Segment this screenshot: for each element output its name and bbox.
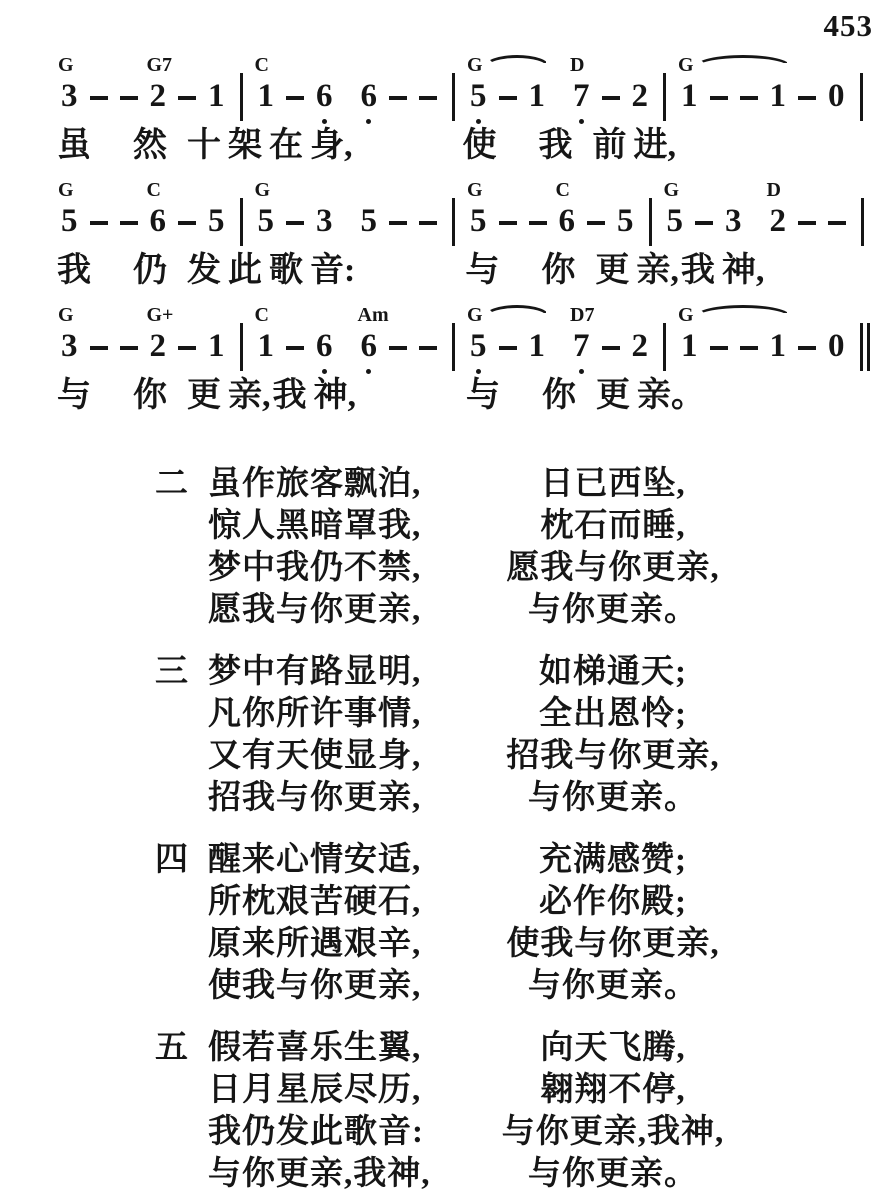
- barline: [663, 73, 666, 121]
- verse-line: [155, 959, 885, 1004]
- lyric-syllable: 我: [538, 127, 573, 164]
- score-line: [55, 50, 885, 167]
- duration-dash: [798, 221, 816, 225]
- note-digit: 1: [528, 328, 545, 364]
- note: [663, 179, 684, 239]
- note: [529, 330, 546, 363]
- chord-label: G: [663, 179, 680, 201]
- note: [766, 179, 787, 239]
- note-digit: 7: [573, 78, 590, 114]
- verse-line-left: 梦中有路显明,: [208, 654, 422, 690]
- duration-dash: [90, 346, 108, 350]
- music-score: [0, 0, 885, 417]
- duration-dash: [90, 221, 108, 225]
- note: [316, 205, 333, 238]
- verse-line-left: 愿我与你更亲,: [208, 592, 422, 628]
- duration-dash: [178, 96, 196, 100]
- note: [361, 205, 378, 238]
- duration-dash: [710, 346, 728, 350]
- lyric-syllable: 身,: [310, 127, 353, 164]
- verse-line-left: 虽作旅客飘泊,: [208, 466, 422, 502]
- octave-dot: [366, 369, 371, 374]
- verse-line-right: 枕石而睡,: [540, 508, 686, 544]
- chord-label: G: [467, 54, 483, 76]
- verse-line-left: 又有天使显身,: [208, 738, 422, 774]
- duration-dash: [499, 346, 517, 350]
- note-digit: 1: [769, 328, 786, 364]
- verse-line: [155, 1147, 885, 1192]
- duration-dash: [499, 221, 517, 225]
- verse-line-left: 梦中我仍不禁,: [208, 550, 422, 586]
- chord-label: G: [467, 179, 483, 201]
- note: [678, 304, 698, 364]
- lyric-syllable: 然: [133, 127, 167, 164]
- note-digit: 5: [257, 203, 274, 239]
- note: [58, 179, 78, 239]
- note: [146, 54, 173, 114]
- verse-number: 五: [155, 1030, 188, 1066]
- verse: [155, 457, 885, 628]
- verse-line-right: 与你更亲。: [528, 1156, 698, 1192]
- note: [770, 80, 787, 113]
- chord-label: Am: [357, 304, 389, 326]
- octave-dot: [579, 119, 584, 124]
- note-digit: 1: [257, 78, 274, 114]
- note: [316, 330, 333, 363]
- note-digit: 3: [61, 328, 78, 364]
- duration-dash: [695, 221, 713, 225]
- lyric-syllable: 我: [57, 252, 91, 289]
- verse-line: [155, 771, 885, 816]
- note-digit: 3: [316, 203, 333, 239]
- note-digit: 5: [208, 203, 225, 239]
- barline: [240, 198, 243, 246]
- octave-dot: [579, 369, 584, 374]
- verse-line-left: 日月星辰尽历,: [208, 1072, 422, 1108]
- note: [254, 179, 275, 239]
- verse-line: [155, 541, 885, 586]
- note-digit: 1: [208, 78, 225, 114]
- duration-dash: [602, 346, 620, 350]
- octave-dot: [476, 369, 481, 374]
- lyric-syllable: 更: [596, 377, 630, 414]
- chord-label: G: [58, 179, 74, 201]
- note-digit: 6: [558, 203, 575, 239]
- verse-line-left: 原来所遇艰辛,: [208, 926, 422, 962]
- lyric-syllable: 你: [542, 377, 576, 414]
- barline: [240, 73, 243, 121]
- duration-dash: [286, 346, 304, 350]
- note-digit: 6: [316, 78, 333, 114]
- note-digit: 5: [360, 203, 377, 239]
- lyric-syllable: 你: [541, 252, 576, 289]
- verse: [155, 1021, 885, 1192]
- chord-label: C: [146, 179, 161, 201]
- note: [529, 80, 546, 113]
- verse-line: [155, 457, 885, 502]
- verse-line-right: 与你更亲。: [528, 780, 698, 816]
- verse-line: [155, 1063, 885, 1108]
- note-digit: 1: [681, 328, 698, 364]
- note-digit: 1: [681, 78, 698, 114]
- barline: [861, 198, 864, 246]
- duration-dash: [587, 221, 605, 225]
- chord-label: G: [678, 304, 694, 326]
- lyric-syllable: 我: [272, 377, 307, 414]
- verse: [155, 833, 885, 1004]
- duration-dash: [286, 96, 304, 100]
- note: [555, 179, 576, 239]
- verse-line-right: 必作你殿;: [539, 884, 687, 920]
- note-digit: 1: [528, 78, 545, 114]
- duration-dash: [120, 96, 138, 100]
- lyric-syllable: 仍: [133, 252, 167, 289]
- verse-line-right: 愿我与你更亲,: [506, 550, 720, 586]
- verse-line-left: 使我与你更亲,: [208, 968, 422, 1004]
- note: [828, 330, 845, 363]
- duration-dash: [178, 221, 196, 225]
- duration-dash: [798, 96, 816, 100]
- note-digit: 2: [149, 328, 166, 364]
- duration-dash: [419, 96, 437, 100]
- verse-number: 四: [155, 842, 188, 878]
- chord-label: D: [766, 179, 781, 201]
- lyric-syllable: 神,: [313, 377, 356, 414]
- note-digit: 2: [631, 78, 648, 114]
- barline: [240, 323, 243, 371]
- chord-label: C: [254, 304, 269, 326]
- verse-line: [155, 645, 885, 690]
- verse-line: [155, 499, 885, 544]
- verse-block: [155, 457, 885, 1192]
- slur-arc: [696, 55, 790, 66]
- note-digit: 1: [769, 78, 786, 114]
- barline: [860, 73, 863, 121]
- notation-row: [55, 50, 885, 113]
- chord-label: G: [58, 304, 74, 326]
- lyric-syllable: 亲,: [636, 252, 679, 289]
- duration-dash: [90, 96, 108, 100]
- duration-dash: [389, 346, 407, 350]
- barline: [663, 323, 666, 371]
- note: [570, 304, 595, 364]
- note: [254, 304, 275, 364]
- chord-label: G: [678, 54, 694, 76]
- duration-dash: [286, 221, 304, 225]
- final-barline: [860, 323, 870, 371]
- lyric-syllable: 在: [269, 127, 303, 164]
- duration-dash: [120, 221, 138, 225]
- note: [725, 205, 742, 238]
- duration-dash: [740, 96, 758, 100]
- chord-label: G: [254, 179, 271, 201]
- verse-line-right: 与你更亲,我神,: [501, 1114, 725, 1150]
- lyric-syllable: 亲,: [228, 377, 271, 414]
- note: [828, 80, 845, 113]
- note: [632, 330, 649, 363]
- lyric-syllable: 虽: [57, 127, 91, 164]
- verse-line: [155, 875, 885, 920]
- score-line: [55, 300, 885, 417]
- lyric-syllable: 更: [187, 377, 221, 414]
- verse-line-right: 向天飞腾,: [540, 1030, 686, 1066]
- barline: [452, 73, 455, 121]
- note-digit: 5: [470, 203, 487, 239]
- note: [208, 80, 225, 113]
- verse-line: [155, 729, 885, 774]
- verse-line-right: 如梯通天;: [539, 654, 687, 690]
- verse-line: [155, 833, 885, 878]
- verse-line-left: 我仍发此歌音:: [208, 1114, 424, 1150]
- note: [316, 80, 333, 113]
- note-digit: 6: [360, 328, 377, 364]
- verse-line: [155, 687, 885, 732]
- note-digit: 6: [316, 328, 333, 364]
- barline: [649, 198, 652, 246]
- lyric-syllable: 发: [187, 252, 221, 289]
- duration-dash: [419, 221, 437, 225]
- note: [58, 54, 78, 114]
- lyric-row: [55, 377, 885, 417]
- lyric-row: [55, 127, 885, 167]
- verse-number: 三: [155, 654, 188, 690]
- duration-dash: [529, 221, 547, 225]
- chord-label: C: [254, 54, 269, 76]
- duration-dash: [499, 96, 517, 100]
- verse-line: [155, 1021, 885, 1066]
- note: [254, 54, 275, 114]
- verse-line-left: 所枕艰苦硬石,: [208, 884, 422, 920]
- verse-line: [155, 583, 885, 628]
- chord-label: G+: [146, 304, 174, 326]
- chord-label: G7: [146, 54, 173, 76]
- chord-label: D: [570, 54, 585, 76]
- verse-line-left: 与你更亲,我神,: [208, 1156, 431, 1192]
- lyric-syllable: 音:: [310, 252, 356, 289]
- notation-row: [55, 175, 885, 238]
- duration-dash: [828, 221, 846, 225]
- chord-label: D7: [570, 304, 595, 326]
- note-digit: 3: [61, 78, 78, 114]
- note-digit: 0: [828, 78, 845, 114]
- note-digit: 1: [257, 328, 274, 364]
- note: [467, 54, 487, 114]
- note: [678, 54, 698, 114]
- slur-arc: [485, 55, 549, 66]
- note-digit: 5: [666, 203, 683, 239]
- duration-dash: [710, 96, 728, 100]
- note-digit: 5: [470, 328, 487, 364]
- lyric-syllable: 你: [133, 377, 167, 414]
- note: [770, 330, 787, 363]
- chord-label: C: [555, 179, 570, 201]
- note-digit: 6: [360, 78, 377, 114]
- note: [208, 205, 225, 238]
- lyric-syllable: 此: [228, 252, 262, 289]
- verse-line-left: 惊人黑暗罩我,: [208, 508, 422, 544]
- lyric-syllable: 与: [465, 252, 500, 289]
- note-digit: 5: [617, 203, 634, 239]
- verse-line-right: 与你更亲。: [528, 968, 698, 1004]
- chord-label: G: [58, 54, 74, 76]
- page-number: 453: [823, 8, 873, 43]
- verse-line-left: 凡你所许事情,: [208, 696, 422, 732]
- octave-dot: [322, 369, 327, 374]
- verse: [155, 645, 885, 816]
- duration-dash: [740, 346, 758, 350]
- verse-line-right: 充满感赞;: [539, 842, 687, 878]
- note: [467, 179, 487, 239]
- note: [146, 179, 167, 239]
- barline: [452, 323, 455, 371]
- note: [58, 304, 78, 364]
- verse-line: [155, 1105, 885, 1150]
- verse-line-right: 与你更亲。: [528, 592, 698, 628]
- lyric-syllable: 歌: [269, 252, 303, 289]
- slur-arc: [485, 305, 549, 316]
- verse-line-left: 假若喜乐生翼,: [208, 1030, 422, 1066]
- notation-row: [55, 300, 885, 363]
- note-digit: 5: [61, 203, 78, 239]
- note-digit: 0: [828, 328, 845, 364]
- score-line: [55, 175, 885, 292]
- note-digit: 2: [769, 203, 786, 239]
- verse-line-right: 全出恩怜;: [539, 696, 687, 732]
- note-digit: 2: [149, 78, 166, 114]
- chord-label: G: [467, 304, 483, 326]
- verse-line-right: 招我与你更亲,: [506, 738, 720, 774]
- lyric-syllable: 与: [57, 377, 91, 414]
- verse-line-left: 醒来心情安适,: [208, 842, 422, 878]
- duration-dash: [419, 346, 437, 350]
- duration-dash: [389, 96, 407, 100]
- note-digit: 7: [573, 328, 590, 364]
- duration-dash: [798, 346, 816, 350]
- note-digit: 2: [631, 328, 648, 364]
- verse-number: 二: [155, 466, 188, 502]
- note: [617, 205, 634, 238]
- verse-line-left: 招我与你更亲,: [208, 780, 422, 816]
- note-digit: 6: [149, 203, 166, 239]
- note-digit: 3: [725, 203, 742, 239]
- note-digit: 1: [208, 328, 225, 364]
- note: [146, 304, 174, 364]
- note: [208, 330, 225, 363]
- lyric-syllable: 我: [680, 252, 715, 289]
- verse-line-right: 翱翔不停,: [540, 1072, 686, 1108]
- octave-dot: [322, 119, 327, 124]
- note: [570, 54, 590, 114]
- note: [361, 80, 378, 113]
- duration-dash: [389, 221, 407, 225]
- lyric-syllable: 进,: [633, 127, 676, 164]
- lyric-row: [55, 252, 885, 292]
- duration-dash: [602, 96, 620, 100]
- lyric-syllable: 亲。: [637, 377, 705, 414]
- lyric-syllable: 与: [466, 377, 500, 414]
- note-digit: 5: [470, 78, 487, 114]
- lyric-syllable: 神,: [721, 252, 765, 289]
- barline: [452, 198, 455, 246]
- verse-line: [155, 917, 885, 962]
- note: [467, 304, 487, 364]
- note: [357, 304, 389, 364]
- duration-dash: [178, 346, 196, 350]
- verse-line-right: 日已西坠,: [540, 466, 686, 502]
- verse-line-right: 使我与你更亲,: [506, 926, 720, 962]
- octave-dot: [476, 119, 481, 124]
- lyric-syllable: 更: [595, 252, 630, 289]
- lyric-syllable: 前: [592, 127, 627, 164]
- slur-arc: [696, 305, 790, 316]
- duration-dash: [120, 346, 138, 350]
- lyric-syllable: 使: [462, 127, 497, 164]
- note: [632, 80, 649, 113]
- lyric-syllable: 架: [228, 127, 262, 164]
- octave-dot: [366, 119, 371, 124]
- lyric-syllable: 十: [187, 127, 221, 164]
